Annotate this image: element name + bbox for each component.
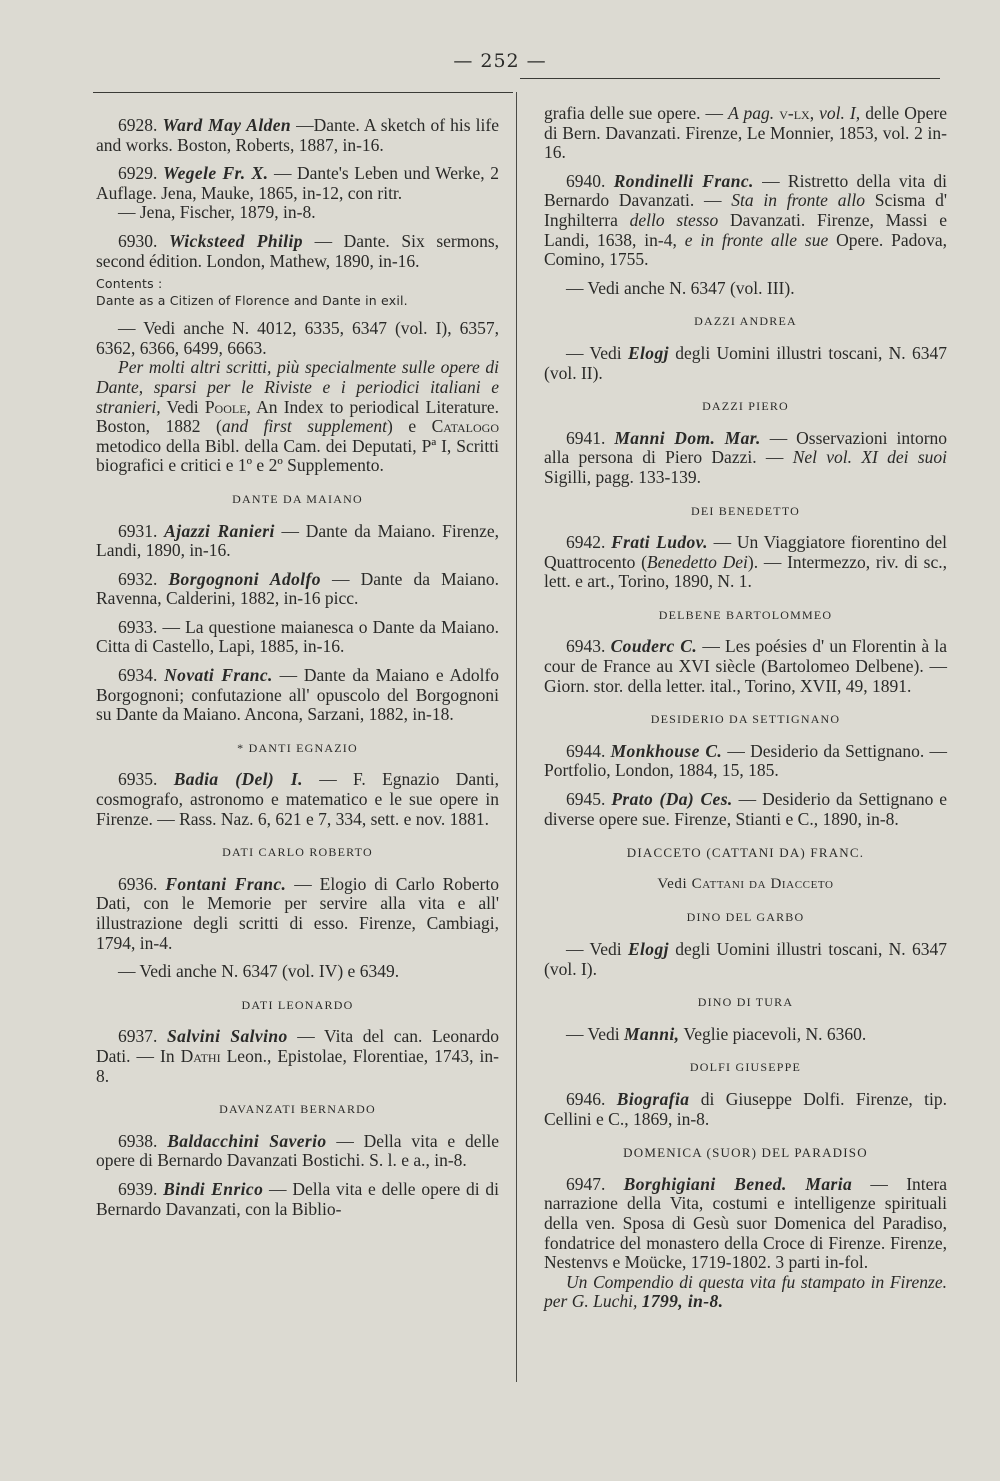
entry-text: — Vita del can. Leonardo Dati. — In [96, 1026, 500, 1066]
contents-note [96, 275, 499, 309]
section-heading: DOMENICA (SUOR) DEL PARADISO [623, 1145, 868, 1161]
entry-text: grafia delle sue opere. — [544, 103, 724, 123]
see-also-dino-tura [544, 1025, 947, 1045]
entry-italic: A pag. [728, 103, 775, 123]
entry-6939 [96, 1180, 499, 1219]
entry-6936 [96, 875, 499, 953]
entry-author: Badia (Del) I. [173, 769, 303, 790]
entry-number: 6945. [566, 789, 606, 810]
entry-number: 6930. [118, 230, 158, 251]
entry-dathi: Dathi [180, 1045, 221, 1066]
entry-text: — Dante's Leben und Werke, 2 Auflage. Jena, Mauke, 1865, in-12, con ritr. [96, 163, 499, 203]
entry-author: Manni, [624, 1023, 680, 1044]
entry-6935 [96, 770, 499, 829]
entry-author: Monkhouse C. [610, 740, 723, 761]
entry-edition: — Jena, Fischer, 1879, in-8. [118, 202, 316, 223]
section-heading: * DANTI EGNAZIO [237, 740, 358, 755]
entry-text: — Elogio di Carlo Roberto Dati, con le Memorie per servire alla vita e all' illustrazione degli scritti di esso. Firenze, Cambiagi, 1794, in-4. [96, 873, 499, 953]
entry-author: Biografia [616, 1088, 690, 1109]
entry-text: — Les poésies d' un Florentin à la cour de France au XVI siècle (Bartolomeo Delbene). — Giorn. stor. della letter. ital., Torino, XVII, 49, 1891. [544, 636, 948, 696]
note-text: Vedi [166, 396, 199, 417]
entry-text: Opere. Padova, Comino, 1755. [544, 229, 948, 270]
entry-6944 [544, 742, 947, 781]
see-also-6936: — Vedi anche N. 6347 (vol. IV) e 6349. [118, 961, 400, 982]
entry-author: Ajazzi Ranieri [164, 520, 275, 541]
entry-text: — Dante da Maiano. Firenze, Landi, 1890, in-16. [96, 520, 500, 561]
entry-text: Veglie piacevoli, N. 6360. [683, 1023, 867, 1044]
section-heading: DINO DI TURA [697, 995, 794, 1010]
entry-text: —Dante. A sketch of his life and works. Boston, Roberts, 1887, in-16. [96, 115, 499, 155]
section-heading: DESIDERIO DA SETTIGNANO [650, 712, 841, 727]
entry-6943 [544, 637, 947, 696]
page-number: — 252 — [453, 50, 547, 72]
entry-italic: Sta in fronte allo [731, 190, 865, 211]
entry-text: — Ristretto della vita di Bernardo Davanzati. — [544, 170, 948, 211]
entry-number: 6936. [118, 873, 158, 894]
entry-number: 6940. [566, 170, 606, 191]
entry-6941 [544, 429, 947, 488]
entry-6937 [96, 1027, 499, 1086]
entry-text: — Dante da Maiano. Ravenna, Calderini, 1882, in-16 picc. [96, 568, 499, 609]
entry-text: degli Uomini illustri toscani, N. 6347 (vol. I). [544, 939, 948, 979]
header-rule-left [93, 92, 513, 93]
entry-number: 6947. [566, 1173, 606, 1194]
entry-author: Bindi Enrico [163, 1178, 264, 1199]
cross-ref-vedi: Vedi [657, 875, 688, 892]
entry-text: — Osservazioni intorno alla persona di Piero Dazzi. — [544, 427, 948, 468]
note-italic: Per molti altri scritti, più specialmente sulle opere di Dante, sparsi per le Riviste e i periodici italiani e stranieri, [96, 357, 499, 417]
entry-text: — Vedi [566, 1023, 620, 1044]
entry-text: — Dante da Maiano e Adolfo Borgognoni; confutazione all' opuscolo del Borgognoni su Dante da Maiano. Ancona, Sarzani, 1882, in-18. [96, 665, 500, 725]
section-heading: DANTE DA MAIANO [232, 491, 363, 506]
note-6947 [544, 1273, 947, 1312]
entry-pages: v-lx, [779, 103, 815, 123]
entry-author: Manni Dom. Mar. [614, 427, 761, 448]
entry-number: 6941. [566, 427, 606, 448]
column-divider [516, 92, 517, 1382]
note-italic: Un Compendio di questa vita fu stampato in Firenze. per G. Luchi, [544, 1271, 947, 1312]
entry-number: 6931. [118, 520, 158, 541]
note-supplement: and first supplement [221, 416, 387, 437]
section-heading: DAZZI PIERO [702, 399, 789, 414]
see-also-dino-garbo [544, 940, 947, 979]
section-heading: DOLFI GIUSEPPE [689, 1060, 802, 1075]
entry-6938 [96, 1132, 499, 1171]
entry-6934 [96, 666, 499, 725]
note-text: metodico della Bibl. della Cam. dei Deputati, Pª I, Scritti biografici e critici e 1º e 2º Supplemento. [96, 435, 499, 476]
entry-number: 6944. [566, 740, 606, 761]
entry-author: Elogj [627, 939, 669, 959]
entry-number: 6937. [118, 1026, 158, 1047]
entry-text: — Desiderio da Settignano. — Portfolio, London, 1884, 15, 185. [544, 740, 948, 781]
section-heading: DATI CARLO ROBERTO [222, 845, 373, 860]
entry-6928 [96, 116, 499, 155]
entry-text: Leon., Epistolae, Florentiae, 1743, in-8. [96, 1045, 499, 1086]
entry-text: — La questione maianesca o Dante da Maiano. Citta di Castello, Lapi, 1885, in-16. [96, 616, 500, 657]
section-heading: DAVANZATI BERNARDO [219, 1102, 376, 1117]
entry-number: 6935. [118, 769, 158, 790]
contents-label: Contents : [96, 276, 163, 292]
entry-text: Sigilli, pagg. 133-139. [544, 466, 702, 487]
see-also-6940: — Vedi anche N. 6347 (vol. III). [566, 277, 795, 298]
entry-number: 6943. [566, 636, 606, 657]
entry-6931 [96, 522, 499, 561]
contents-body: Dante as a Citizen of Florence and Dante in exil. [96, 293, 408, 309]
entry-author: Wegele Fr. X. [162, 163, 269, 184]
entry-6933 [96, 618, 499, 657]
cross-ref-target: Cattani da Diacceto [691, 875, 834, 892]
section-heading: DAZZI ANDREA [694, 314, 797, 329]
entry-text: — Vedi [566, 342, 622, 363]
entry-number: 6933. [118, 616, 158, 637]
section-heading: DIACCETO (CATTANI DA) FRANC. [626, 845, 865, 861]
note-poole: Poole [204, 396, 247, 417]
header-rule-right [520, 78, 940, 79]
entry-text: delle Opere di Bern. Davanzati. Firenze, Le Monnier, 1853, vol. 2 in-16. [544, 103, 947, 163]
note-date: 1799, in-8. [641, 1291, 724, 1312]
entry-number: 6934. [118, 665, 158, 686]
section-heading: DINO DEL GARBO [686, 910, 805, 925]
note-text: ) e [387, 416, 417, 437]
entry-italic: dello stesso [629, 209, 719, 230]
entry-italic: Nel vol. XI dei suoi [792, 447, 947, 468]
entry-author: Wicksteed Philip [168, 230, 303, 251]
entry-text: — Desiderio da Settignano e diverse opere sue. Firenze, Stianti e C., 1890, in-8. [544, 789, 948, 829]
entry-italic: vol. I, [819, 103, 861, 123]
entry-author: Novati Franc. [164, 665, 273, 686]
entry-text: — Della vita e delle opere di Bernardo Davanzati Bostichi. S. l. e a., in-8. [96, 1130, 499, 1171]
entry-6932 [96, 570, 499, 609]
section-heading: DELBENE BARTOLOMMEO [658, 607, 833, 622]
entry-6939-continued [544, 104, 947, 163]
entry-author: Couderc C. [610, 636, 698, 657]
entry-text: — F. Egnazio Danti, cosmografo, astronomo e matematico e le sue opere in Firenze. — Rass. Naz. 6, 621 e 7, 334, sett. e nov. 1881. [96, 769, 500, 829]
entry-text: degli Uomini illustri toscani, N. 6347 (vol. II). [544, 342, 948, 383]
entry-6946 [544, 1090, 947, 1129]
entry-text: — Vedi [566, 939, 622, 959]
section-heading: DATI LEONARDO [241, 997, 354, 1012]
left-column [96, 116, 499, 1228]
entry-number: 6928. [118, 115, 158, 135]
see-also-dazzi-andrea [544, 344, 947, 383]
entry-text: Davanzati. Firenze, Massi e Landi, 1638, in-4, [544, 209, 947, 250]
entry-text: ). — Intermezzo, riv. di sc., lett. e art., Torino, 1890, N. 1. [544, 551, 947, 592]
entry-author: Fontani Franc. [165, 873, 287, 894]
entry-italic: Benedetto Dei [646, 551, 748, 572]
entry-author: Frati Ludov. [611, 532, 708, 553]
entry-author: Baldacchini Saverio [167, 1130, 327, 1151]
entry-6947 [544, 1175, 947, 1273]
entry-author: Borghigiani Bened. Maria [623, 1173, 853, 1194]
entry-text: — Intera narrazione della Vita, costumi e intelligenze spirituali della ven. Sposa di Gesù suor Domenica del Paradiso, fondatrice del monastero della Croce di Firenze. Firenze, Nestenvs e Moücke, 1719-1802. 3 parti in-fol. [544, 1173, 947, 1273]
entry-author: Elogj [627, 342, 669, 363]
cross-reference-diacceto [544, 875, 947, 895]
entry-author: Prato (Da) Ces. [611, 789, 733, 810]
entry-author: Salvini Salvino [166, 1026, 288, 1047]
entry-author: Rondinelli Franc. [613, 170, 754, 191]
entry-6942 [544, 533, 947, 592]
entry-text: Scisma d' Inghilterra [544, 190, 947, 230]
entry-italic: e in fronte alle sue [684, 229, 829, 250]
entry-text: di Giuseppe Dolfi. Firenze, tip. Cellini e C., 1869, in-8. [544, 1088, 947, 1129]
entry-author: Ward May Alden [162, 115, 292, 135]
entry-number: 6938. [118, 1130, 158, 1151]
entry-number: 6946. [566, 1088, 606, 1109]
entry-text: — Un Viaggiatore fiorentino del Quattrocento ( [544, 532, 947, 572]
note-catalogo: Catalogo [431, 416, 499, 437]
entry-text: — Della vita e delle opere di di Bernardo Davanzati, con la Biblio- [96, 1178, 500, 1219]
entry-text: — Dante. Six sermons, second édition. London, Mathew, 1890, in-16. [96, 230, 500, 271]
entry-author: Borgognoni Adolfo [168, 568, 321, 589]
entry-6945 [544, 790, 947, 829]
entry-6940 [544, 172, 947, 270]
entry-6930 [96, 232, 499, 271]
entry-number: 6942. [566, 532, 606, 553]
right-column [544, 104, 947, 1321]
entry-number: 6939. [118, 1178, 158, 1199]
see-also-6930: — Vedi anche N. 4012, 6335, 6347 (vol. I), 6357, 6362, 6366, 6499, 6663. [96, 318, 499, 358]
entry-number: 6929. [118, 163, 158, 184]
entry-6929 [96, 164, 499, 223]
entry-number: 6932. [118, 568, 158, 589]
section-heading: DEI BENEDETTO [690, 503, 801, 518]
note-other-writings [96, 358, 499, 476]
note-text: , An Index to periodical Literature. Boston, 1882 ( [96, 396, 500, 437]
